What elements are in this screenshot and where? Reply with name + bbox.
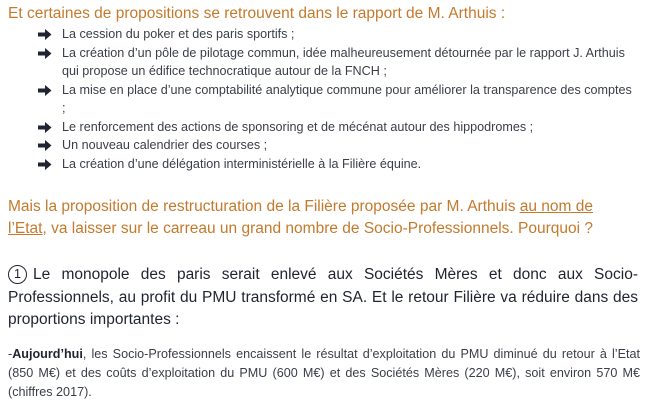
arrow-right-icon [38,118,54,136]
underlined-phrase: au nom de l’Etat [8,198,593,237]
list-item [38,118,638,137]
today-text: , les Socio-Professionnels encaissent le résultat d’exploitation du PMU diminué du retour à l’Etat (850 M€) et des coûts d’exploitation du PMU (600 M€) et des Sociétés Mères (220 M€), soit environ 570 M€ (chiffres 2017). [8,347,640,399]
list-item-text: La cession du poker et des paris sportifs ; [62,27,295,41]
list-item-text: La création d’un pôle de pilotage commun, idée malheureusement détournée par le rapport J. Arthuis qui propose un édifice technocratique autour de la FNCH ; [62,45,625,78]
list-item-text: Un nouveau calendrier des courses ; [62,138,268,152]
arrow-right-icon [38,155,54,173]
question-text-start: Mais la proposition de restructuration de la Filière proposée par M. Arthuis [8,198,520,215]
circled-number-one: 1 [8,265,27,284]
list-item-text: Le renforcement des actions de sponsoring et de mécénat autour des hippodromes ; [62,119,534,134]
proposal-list [38,25,638,173]
point-one-text: Le monopole des paris serait enlevé aux Sociétés Mères et donc aux Socio-Professionnels, au profit du PMU transformé en SA. Et le retour Filière va réduire dans des proportions importantes : [8,266,638,328]
list-item [38,44,638,81]
list-item [38,25,638,44]
list-item-text: La mise en place d’une comptabilité analytique commune pour améliorer la transparence des comptes ; [62,82,632,115]
today-bold-label: Aujourd’hui [12,347,83,361]
list-item [38,155,638,174]
list-item [38,81,638,118]
arrow-right-icon [38,136,54,154]
question-text-end: , va laisser sur le carreau un grand nombre de Socio-Professionnels. Pourquoi ? [42,220,594,237]
restructuring-question [8,196,636,240]
today-prefix: - [8,347,13,361]
list-item-text: La création d’une délégation interministérielle à la Filière équine. [62,156,422,171]
arrow-right-icon [38,44,54,62]
arrow-right-icon [38,25,54,43]
section-heading: Et certaines de propositions se retrouvent dans le rapport de M. Arthuis : [8,5,506,22]
point-one-paragraph [8,264,638,332]
arrow-right-icon [38,81,54,99]
today-paragraph [8,345,640,402]
list-item [38,136,638,155]
